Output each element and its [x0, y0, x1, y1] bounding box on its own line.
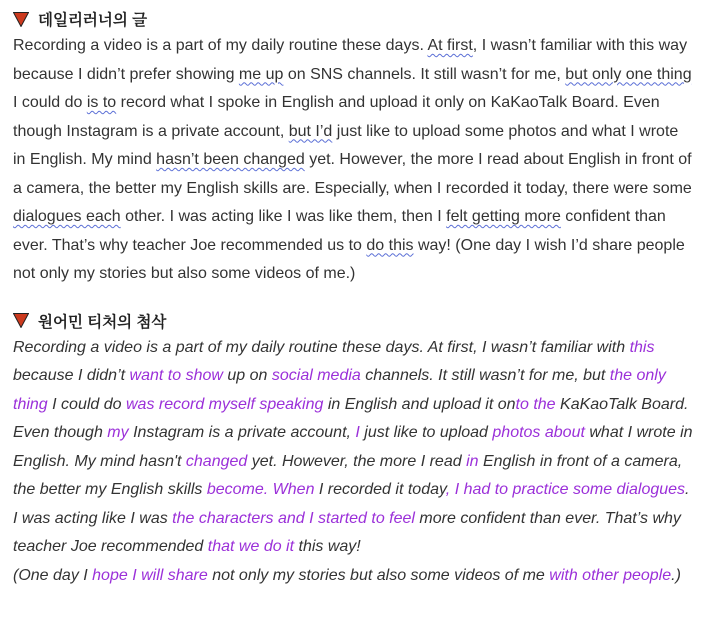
- spellcheck-flagged-text: but I’d: [288, 122, 333, 140]
- text-segment: just like to upload: [359, 424, 493, 441]
- correction-text: that we do it: [207, 538, 295, 555]
- text-segment: record what I spoke in English and upload it only on KaKaoTalk Board. Even though Instagram is a private account,: [13, 94, 660, 140]
- text-segment: confident than ever. That’s why teacher Joe recommended us to: [13, 208, 666, 254]
- text-segment: because I didn’t: [13, 367, 130, 384]
- text-segment: Instagram is a private account,: [128, 424, 356, 441]
- spellcheck-flagged-text: me up: [238, 65, 284, 83]
- text-segment: what I wrote in English. My mind hasn't: [13, 424, 693, 470]
- correction-text: changed: [185, 452, 248, 470]
- text-segment: yet. However, the more I read about English in front of a camera, the better my English skills are. Especially, when I recorded it today, there were some: [13, 151, 692, 197]
- correction-text: become. When: [206, 481, 315, 498]
- text-segment: just like to upload some photos and what I wrote in English. My mind: [13, 122, 679, 168]
- text-segment: English in front of a camera, the better my English skills: [13, 452, 683, 498]
- correction-text: was record myself speaking: [125, 395, 324, 413]
- correction-text: photos about: [492, 424, 585, 441]
- text-segment: on SNS channels. It still wasn’t for me,: [283, 65, 566, 83]
- learner-text: [13, 32, 695, 289]
- correction-text: the characters and I started to feel: [172, 509, 415, 527]
- correction-text: my: [107, 424, 129, 441]
- text-segment: not only my stories but also some videos of me: [207, 566, 550, 584]
- spellcheck-flagged-text: At first: [427, 37, 473, 54]
- learner-section-heading: [13, 8, 695, 30]
- text-segment: I recorded it today: [314, 481, 446, 498]
- text-segment: Recording a video is a part of my daily routine these days. At first, I wasn’t familiar with: [13, 338, 630, 356]
- spellcheck-flagged-text: but only one thing: [565, 65, 692, 83]
- text-segment: this way!: [294, 538, 361, 555]
- spellcheck-flagged-text: do this: [366, 236, 414, 254]
- teacher-section-title: 원어민 티처의 첨삭: [38, 313, 167, 331]
- text-segment: Recording a video is a part of my daily routine these days.: [13, 37, 428, 54]
- correction-text: I: [355, 424, 360, 441]
- correction-text: this: [629, 338, 655, 356]
- text-segment: . I was acting like I was: [13, 481, 690, 527]
- red-down-triangle-icon: [13, 313, 29, 328]
- learner-section-title: 데일리러너의 글: [38, 12, 148, 29]
- text-segment: KaKaoTalk Board. Even though: [13, 395, 689, 441]
- text-segment: (One day I: [13, 566, 93, 584]
- text-segment: I could do: [13, 94, 87, 111]
- text-segment: I could do: [47, 395, 126, 413]
- teacher-section: [13, 310, 695, 591]
- text-segment: in English and upload it on: [323, 395, 516, 413]
- text-segment: other. I was acting like I was like them, then I: [120, 208, 447, 225]
- correction-text: , I had to practice some dialogues: [445, 481, 686, 498]
- text-segment: .): [671, 566, 681, 584]
- text-segment: up on: [222, 367, 272, 384]
- red-down-triangle-icon: [13, 12, 29, 27]
- text-segment: yet. However, the more I read: [247, 452, 467, 470]
- correction-text: to the: [515, 395, 556, 413]
- correction-text: hope I will share: [92, 566, 208, 584]
- spellcheck-flagged-text: hasn’t been changed: [156, 151, 305, 168]
- correction-text: in: [466, 452, 479, 470]
- learner-section: [13, 8, 695, 289]
- text-segment: way! (One day I wish I’d share people not only my stories but also some videos of me.): [13, 236, 685, 282]
- correction-text: with other people: [549, 566, 672, 584]
- text-segment: more confident than ever. That’s why teacher Joe recommended: [13, 509, 681, 555]
- teacher-correction-text: [13, 334, 695, 591]
- correction-text: social media: [271, 367, 361, 384]
- spellcheck-flagged-text: felt getting more: [446, 208, 561, 225]
- text-segment: , I wasn’t familiar with this way because I didn’t prefer showing: [13, 37, 688, 83]
- spellcheck-flagged-text: is to: [86, 94, 117, 111]
- correction-text: want to show: [129, 367, 223, 384]
- spellcheck-flagged-text: dialogues each: [13, 208, 121, 225]
- correction-text: the only thing: [13, 367, 666, 413]
- teacher-section-heading: [13, 310, 695, 332]
- text-segment: channels. It still wasn’t for me, but: [360, 367, 610, 384]
